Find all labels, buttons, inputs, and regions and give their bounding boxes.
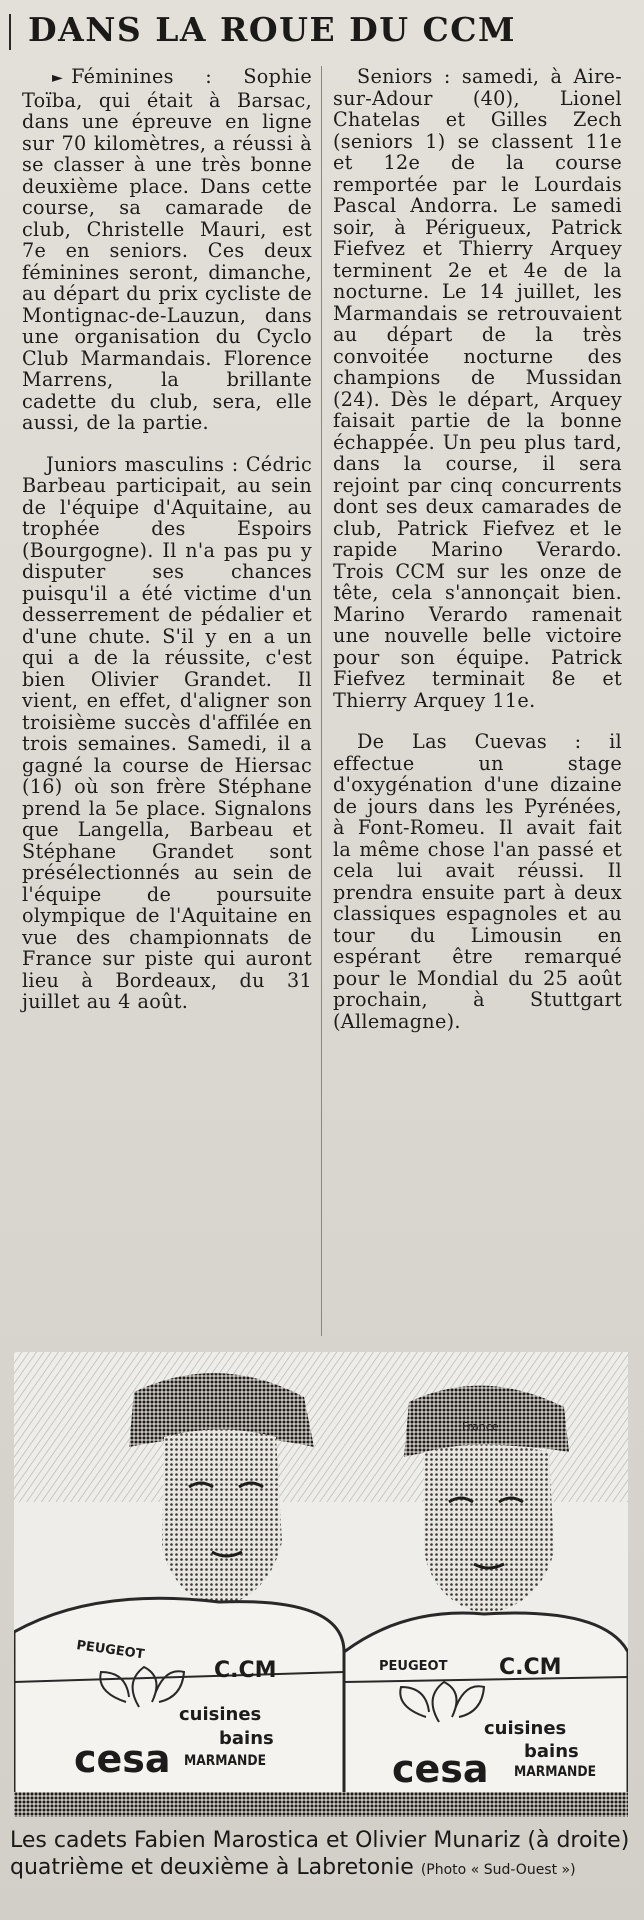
jersey-left-brand: cesa [74,1737,171,1781]
left-column [22,66,312,1033]
jersey-left-sponsor: PEUGEOT [75,1638,146,1663]
jersey-right-team: C.CM [499,1655,562,1680]
margin-rule [9,14,11,50]
paragraph-seniors: Seniors : samedi, à Aire-sur-Adour (40), Lionel Chatelas et Gilles Zech (seniors 1) se classent 11e et 12e de la course remportée par le Lourdais Pascal Andorra. Le samedi soir, à Périgueux, Patrick Fiefvez et Thierry Arquey terminent 2e et 4e de la nocturne. Le 14 juillet, les Marmandais se retrouvaient au départ de la très convoitée nocturne des champions de Mussidan (24). Dès le départ, Arquey faisait partie de la bonne échappée. Un peu plus tard, dans la course, il sera rejoint par cinq concurrents dont ses deux camarades de club, Patrick Fiefvez et le rapide Marino Verardo. Trois CCM sur les onze de tête, cela s'annonçait bien. Marino Verardo ramenait une nouvelle belle victoire pour son équipe. Patrick Fiefvez terminait 8e et Thierry Arquey 11e. [333,65,622,712]
jersey-right-sponsor: PEUGEOT [379,1659,448,1674]
arrow-marker-icon: ► [52,70,64,86]
paragraph-juniors: Juniors masculins : Cédric Barbeau participait, au sein de l'équipe d'Aquitaine, au trophée des Espoirs (Bourgogne). Il n'a pas pu y disputer ses chances puisqu'il a été victime d'un desserrement de pédalier et d'une chute. S'il y en a un qui a de la réussite, c'est bien Olivier Grandet. Il vient, en effet, d'aligner son troisième succès d'affilée en trois semaines. Samedi, il a gagné la course de Hiersac (16) où son frère Stéphane prend la 5e place. Signalons que Langella, Barbeau et Stéphane Grandet sont présélectionnés au sein de l'équipe de poursuite olympique de l'Aquitaine en vue des championnats de France sur piste qui auront lieu à Bordeaux, du 31 juillet au 4 août. [22,452,312,1013]
cyclists-photo [14,1352,628,1817]
cap-text: France [462,1420,499,1433]
photo-credit: (Photo « Sud-Ouest ») [420,1862,576,1878]
jersey-right-line2: bains [524,1741,579,1762]
jersey-right-town: MARMANDE [514,1764,596,1780]
paragraph-feminines [22,66,312,434]
jersey-left-town: MARMANDE [184,1753,266,1769]
paragraph-text: Féminines : Sophie Toïba, qui était à Barsac, dans une épreuve en ligne sur 70 kilomètres, a réussi à se classer à une très bonne deuxième place. Dans cette course, sa camarade de club, Christelle Mauri, est 7e en seniors. Ces deux féminines seront, dimanche, au départ du prix cycliste de Montignac-de-Lauzun, dans une organisation du Cyclo Club Marmandais. Florence Marrens, la brillante cadette du club, sera, elle aussi, de la partie. [22,65,312,434]
paragraph-de-las-cuevas: De Las Cuevas : il effectue un stage d'oxygénation d'une dizaine de jours dans les Pyrénées, à Font-Romeu. Il avait fait la même chose l'an passé et cela lui avait réussi. Il prendra ensuite part à deux classiques espagnoles et au tour du Limousin en espérant être remarqué pour le Mondial du 25 août prochain, à Stuttgart (Allemagne). [333,730,622,1033]
jersey-left-line2: bains [219,1728,274,1749]
photo-caption [10,1827,634,1884]
jersey-right-line1: cuisines [484,1718,567,1739]
headline: DANS LA ROUE DU CCM [28,10,517,49]
jersey-right-brand: cesa [392,1747,489,1791]
caption-text: Les cadets Fabien Marostica et Olivier Munariz (à droite) quatrième et deuxième à Labretonie [10,1828,630,1880]
jersey-left-team: C.CM [214,1658,277,1683]
column-divider [321,66,322,1336]
jersey-left-line1: cuisines [179,1704,262,1725]
right-column [333,66,622,1052]
